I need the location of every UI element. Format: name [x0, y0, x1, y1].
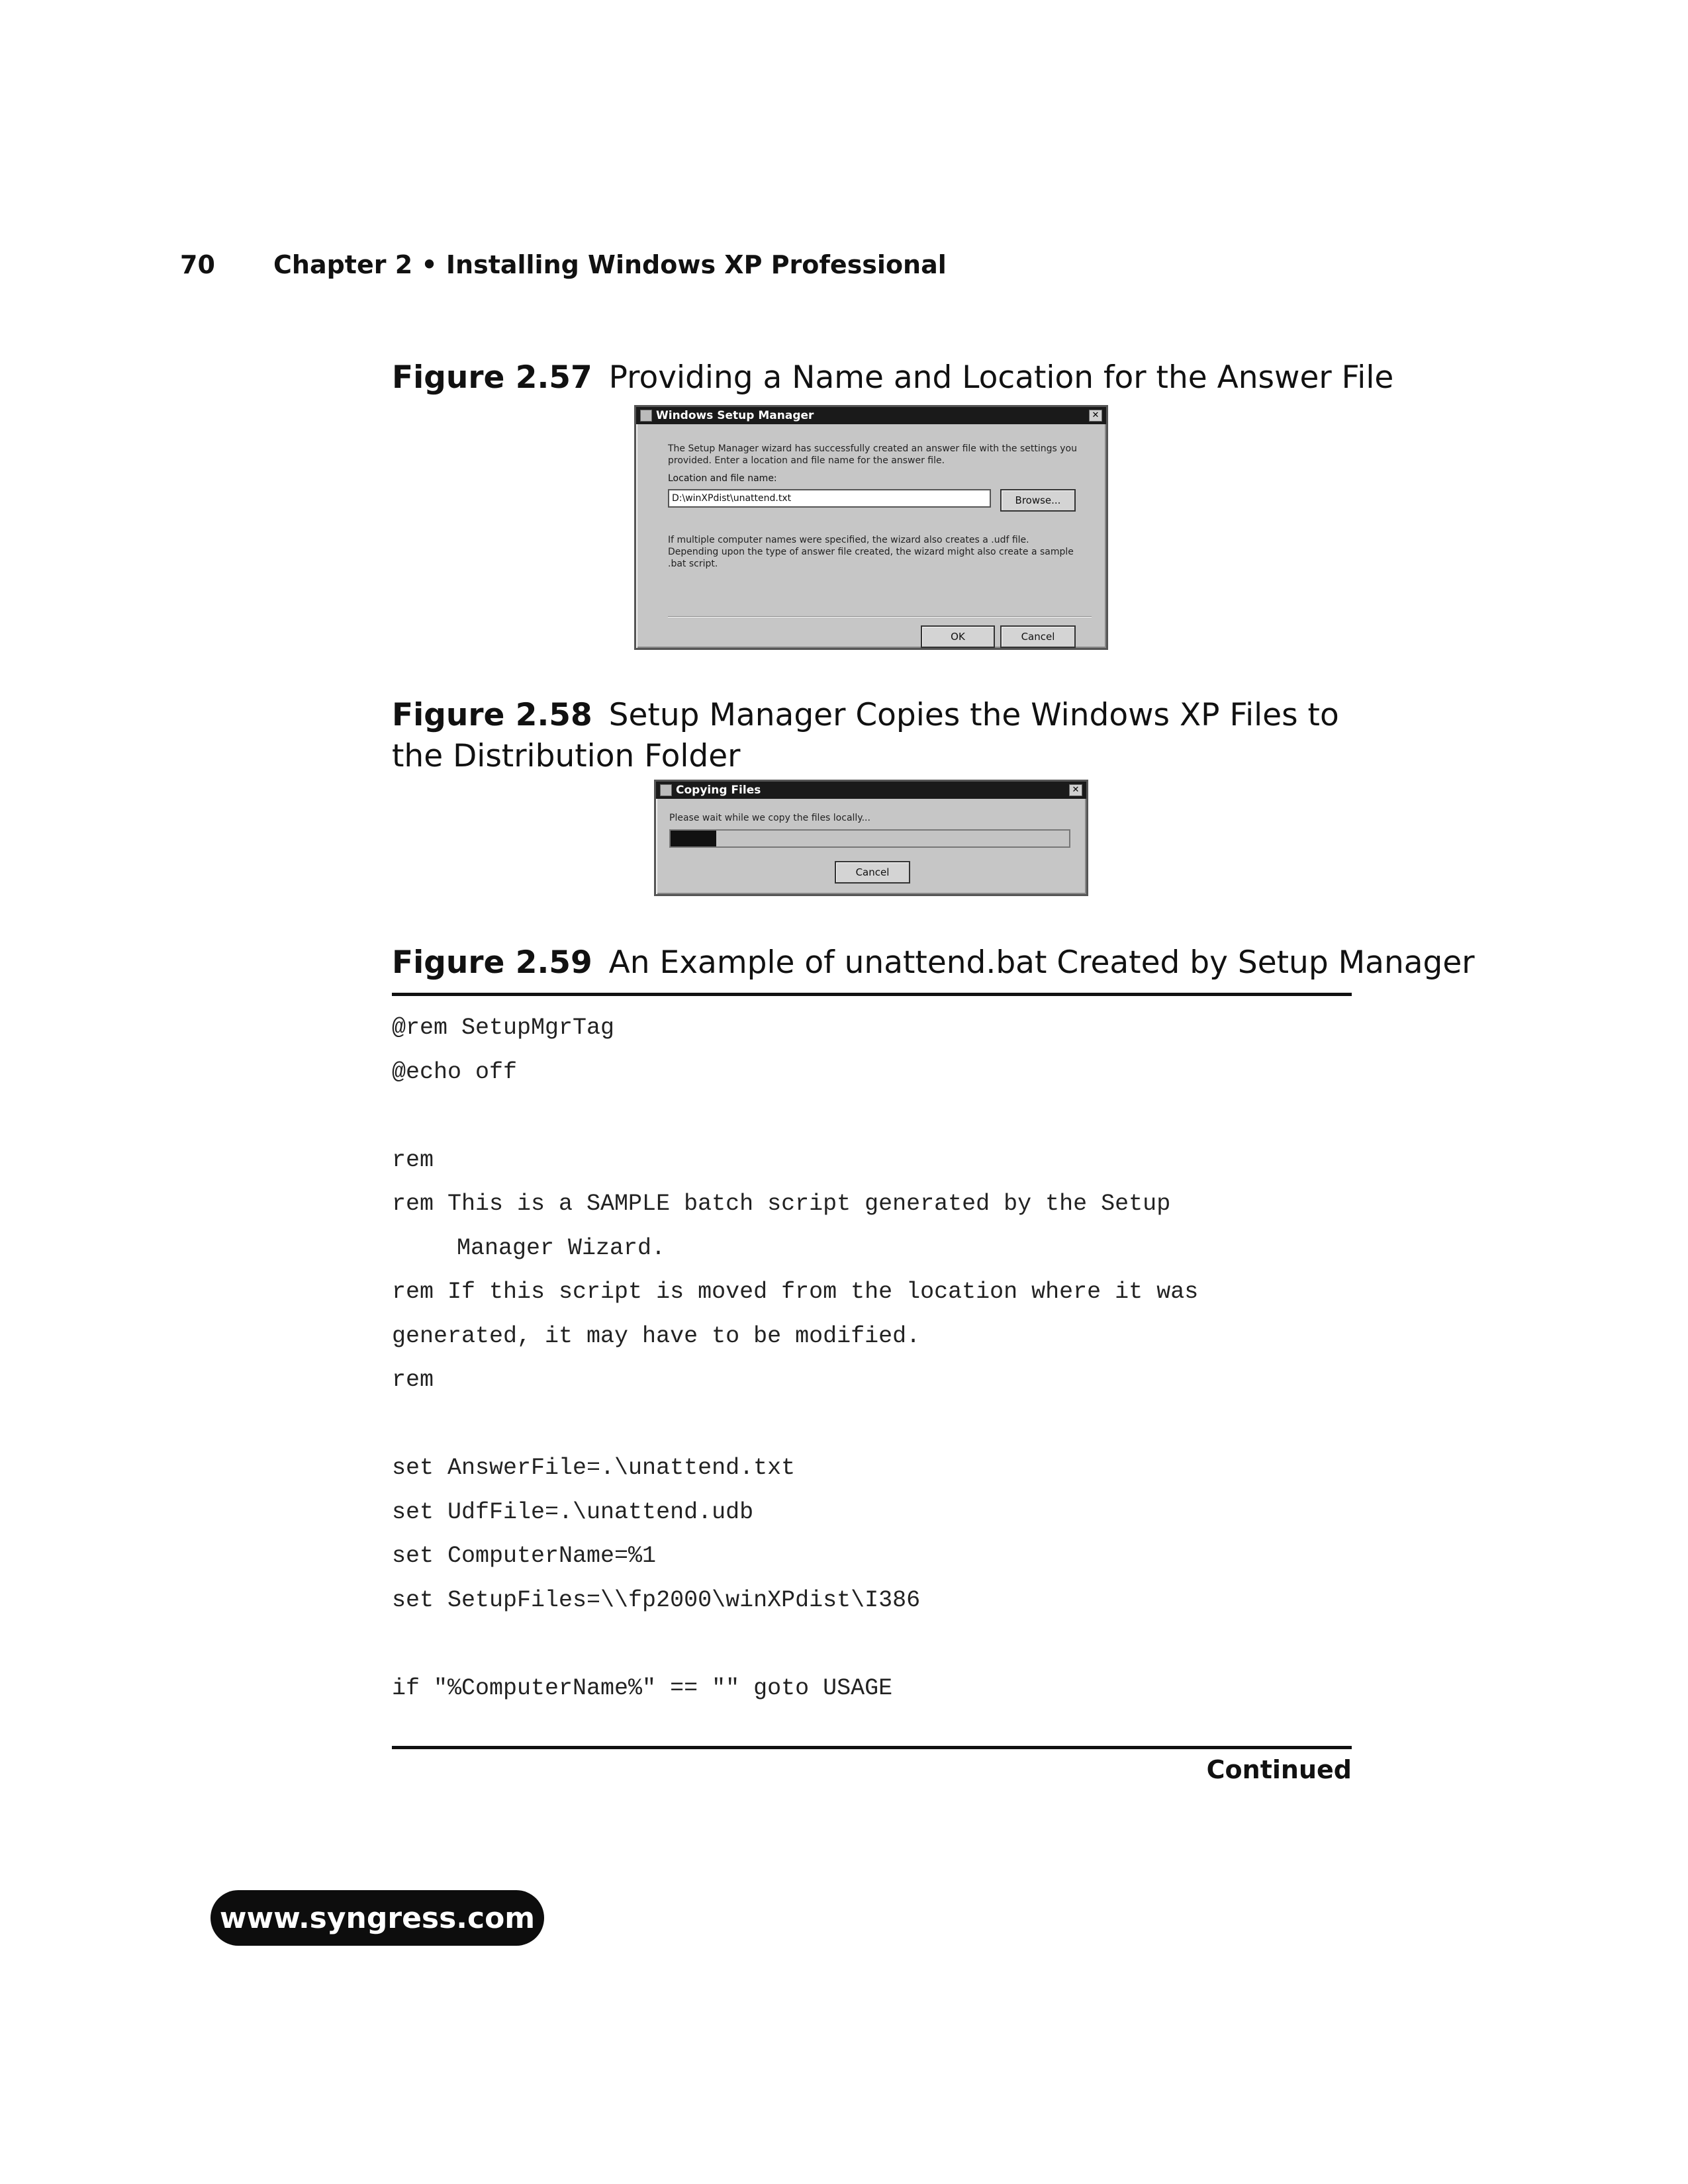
code-line: set AnswerFile=.\unattend.txt — [392, 1455, 796, 1481]
ok-button[interactable]: OK — [921, 625, 995, 648]
page-number: 70 — [180, 250, 215, 279]
copying-files-dialog — [654, 780, 1088, 896]
website-badge[interactable]: www.syngress.com — [211, 1890, 544, 1946]
code-line: generated, it may have to be modified. — [392, 1322, 921, 1349]
cancel-button[interactable]: Cancel — [835, 861, 910, 884]
progress-bar — [669, 829, 1070, 848]
code-line: set UdfFile=.\unattend.udb — [392, 1498, 754, 1525]
continued-label: Continued — [1206, 1755, 1352, 1784]
code-line: set ComputerName=%1 — [392, 1543, 657, 1569]
figure-label: Figure 2.58 — [392, 697, 592, 733]
dialog-title: Copying Files — [676, 784, 761, 797]
code-line: @echo off — [392, 1058, 518, 1085]
code-line — [392, 1622, 1352, 1666]
code-line: @rem SetupMgrTag — [392, 1015, 615, 1041]
close-icon[interactable]: ✕ — [1089, 410, 1102, 422]
progress-fill — [671, 831, 716, 846]
close-icon[interactable]: ✕ — [1069, 784, 1082, 796]
location-input[interactable] — [668, 489, 991, 508]
browse-button[interactable]: Browse... — [1000, 489, 1076, 512]
code-line: set SetupFiles=\\fp2000\winXPdist\I386 — [392, 1586, 921, 1614]
dialog-titlebar — [636, 407, 1106, 424]
dialog-title: Windows Setup Manager — [656, 409, 814, 422]
figure-title: An Example of unattend.bat Created by Setup Manager — [608, 944, 1475, 981]
wait-message: Please wait while we copy the files locally... — [669, 813, 870, 823]
windows-setup-manager-dialog — [634, 405, 1108, 650]
dialog-intro-text: The Setup Manager wizard has successfully created an answer file with the settings you provided. Enter a location and file name for the answer file. — [668, 443, 1077, 466]
listing-top-rule — [392, 993, 1352, 996]
app-icon — [660, 784, 672, 796]
dialog-note-text: If multiple computer names were specified, the wizard also creates a .udf file. Depending upon the type of answer file created, the wizard might also create a sample .bat script. — [668, 535, 1074, 569]
figure-label: Figure 2.59 — [392, 944, 592, 981]
dialog-titlebar — [656, 782, 1086, 799]
figure-title: Providing a Name and Location for the Answer File — [608, 359, 1394, 396]
code-line: rem If this script is moved from the location where it was — [392, 1279, 1199, 1305]
figure-2-58-caption — [392, 695, 1358, 777]
listing-bottom-rule — [392, 1746, 1352, 1749]
code-listing — [392, 1006, 1352, 1710]
figure-2-57-caption — [392, 357, 1393, 398]
code-line: rem — [392, 1146, 434, 1173]
app-icon — [640, 410, 652, 422]
location-label: Location and file name: — [668, 473, 777, 484]
code-line — [392, 1402, 1352, 1447]
separator — [668, 616, 1092, 617]
code-line: rem — [392, 1367, 434, 1393]
cancel-button[interactable]: Cancel — [1000, 625, 1076, 648]
code-line: rem This is a SAMPLE batch script generated by the Setup — [392, 1191, 1171, 1217]
code-line: Manager Wizard. — [457, 1234, 666, 1261]
figure-label: Figure 2.57 — [392, 359, 592, 396]
figure-title: Setup Manager Copies the Windows XP Files to the Distribution Folder — [392, 697, 1339, 774]
running-head: Chapter 2 • Installing Windows XP Professional — [273, 250, 947, 279]
code-line: if "%ComputerName%" == "" goto USAGE — [392, 1674, 893, 1702]
figure-2-59-caption — [392, 942, 1475, 983]
code-line — [392, 1094, 1352, 1138]
